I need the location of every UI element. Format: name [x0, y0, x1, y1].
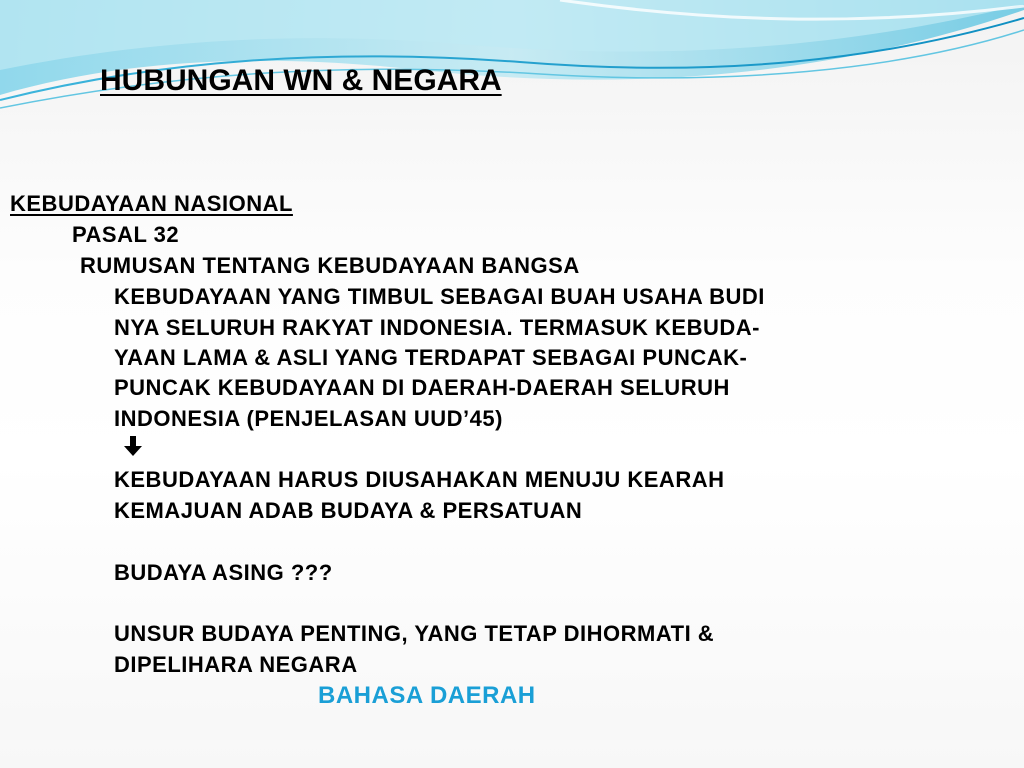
element-line: DIPELIHARA NEGARA: [114, 652, 358, 677]
goal-line: KEMAJUAN ADAB BUDAYA & PERSATUAN: [114, 498, 583, 523]
explanation-line: YAAN LAMA & ASLI YANG TERDAPAT SEBAGAI PUNCAK-: [114, 345, 748, 370]
foreign-culture-question: BUDAYA ASING ???: [114, 560, 333, 585]
explanation-line: KEBUDAYAAN YANG TIMBUL SEBAGAI BUAH USAHA BUDI: [114, 284, 765, 309]
element-line: UNSUR BUDAYA PENTING, YANG TETAP DIHORMATI &: [114, 621, 715, 646]
goal-line: KEBUDAYAAN HARUS DIUSAHAKAN MENUJU KEARAH: [114, 467, 725, 492]
slide-title: HUBUNGAN WN & NEGARA: [100, 64, 502, 97]
explanation-line: NYA SELURUH RAKYAT INDONESIA. TERMASUK KEBUDA-: [114, 315, 760, 340]
rumusan-label: RUMUSAN TENTANG KEBUDAYAAN BANGSA: [80, 253, 580, 278]
arrow-down-icon: [122, 434, 144, 458]
section-heading: KEBUDAYAAN NASIONAL: [10, 191, 293, 216]
regional-language-label: BAHASA DAERAH: [318, 682, 536, 709]
wave-decoration: [0, 0, 1024, 120]
explanation-line: INDONESIA (PENJELASAN UUD’45): [114, 406, 503, 431]
pasal-label: PASAL 32: [72, 222, 180, 247]
explanation-line: PUNCAK KEBUDAYAAN DI DAERAH-DAERAH SELURUH: [114, 375, 730, 400]
